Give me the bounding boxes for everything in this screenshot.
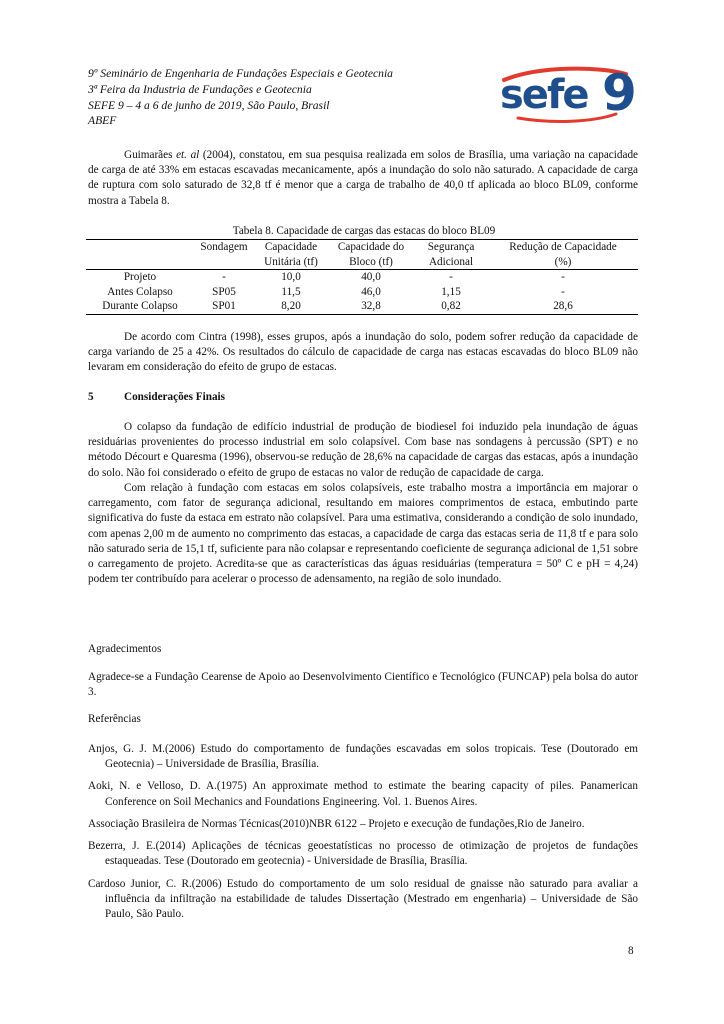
cell: 32,8 xyxy=(328,299,414,314)
th2-bloco: Bloco (tf) xyxy=(328,255,414,270)
cell: - xyxy=(449,271,453,284)
reference-item: Anjos, G. J. M.(2006) Estudo do comportamento de fundações escavadas em solos tropicais. Tese (Doutorado em Geotecnia) – Universidade de Brasília, Brasília. xyxy=(88,743,638,771)
th-sondagem: Sondagem xyxy=(194,240,254,255)
header-line-1: 9º Seminário de Engenharia de Fundações Especiais e Geotecnia xyxy=(88,67,393,80)
cell: 10,0 xyxy=(281,271,301,284)
svg-text:sefe: sefe xyxy=(500,72,588,118)
table-row xyxy=(86,299,638,314)
th2-empty xyxy=(86,255,194,270)
th2-percent: (%) xyxy=(488,255,638,270)
cell: - xyxy=(561,271,565,284)
reference-item: Aoki, N. e Velloso, D. A.(1975) An approximate method to estimate the bearing capacity of piles. Panamerican Conference on Soil Mechanics and Foundations Engineering. Vol. 1. Buenos Aires. xyxy=(88,780,638,808)
cell: 0,82 xyxy=(414,299,488,314)
header-line-3: SEFE 9 – 4 a 6 de junho de 2019, São Paulo, Brasil xyxy=(88,98,330,112)
table-row xyxy=(86,270,638,285)
cell: 1,15 xyxy=(441,285,461,298)
cell: SP05 xyxy=(212,285,236,298)
section-number: 5 xyxy=(88,391,94,403)
conclusion-paragraph-2: Com relação à fundação com estacas em solos colapsíveis, este trabalho mostra a importância em majorar o carregamento, com fator de segurança adicional, resultando em maiores comprimentos de estaca, embutindo parte significativa do fuste da estaca em estrato não colapsível. Para uma estimativa, considerando a condição de solo inundado, com apenas 2,00 m de aumento no comprimento das estacas, a capacidade de carga das estacas seria de 11,8 tf e para solo não saturado seria de 15,1 tf, suficiente para não colapsar e representando coeficiente de segurança adicional de 1,51 sobre o carregamento de projeto. Acredita-se que as características das águas residuárias (temperatura = 50º C e pH = 4,24) podem ter contribuído para acelerar o processo de adensamento, na região de solo inundado. xyxy=(88,481,638,586)
svg-text:9: 9 xyxy=(602,64,637,122)
acknowledgements-heading: Agradecimentos xyxy=(88,643,162,655)
cell: SP01 xyxy=(194,299,254,314)
cell: 40,0 xyxy=(361,271,381,284)
cell: Projeto xyxy=(123,271,157,284)
references-heading: Referências xyxy=(88,713,141,725)
th2-unitaria: Unitária (tf) xyxy=(254,255,328,270)
cell: - xyxy=(561,285,565,298)
cell: Durante Colapso xyxy=(86,299,194,314)
cell: 28,6 xyxy=(488,299,638,314)
header-line-2: 3ª Feira da Industria de Fundações e Geotecnia xyxy=(88,82,312,96)
th-reducao: Redução de Capacidade xyxy=(488,240,638,255)
table-8-block xyxy=(86,224,642,315)
section-title: Considerações Finais xyxy=(124,391,225,403)
conclusion-paragraph-1: O colapso da fundação de edifício industrial de produção de biodiesel foi induzido pela inundação de águas residuárias provenientes do processo industrial em solo colapsível. Com base nas sondagens à percussão (SPT) e no método Décourt e Quaresma (1996), observou-se redução de 28,6% na capacidade de cargas das estacas, após a inundação do solo. Não foi considerado o efeito de grupo de estacas no valor de redução de capacidade de carga. xyxy=(88,421,638,479)
intro-text-2: (2004), constatou, em sua pesquisa realizada em solos de Brasília, uma variação na capacidade de carga de até 33% em estacas escavadas mecanicamente, após a inundação do solo não saturado. A capacidade de carga de ruptura com solo saturado de 32,8 tf é menor que a carga de trabalho de 40,0 tf aplicada ao bloco BL09, conforme mostra a Tabela 8. xyxy=(88,149,638,207)
cell: Antes Colapso xyxy=(107,285,173,298)
table-row xyxy=(86,285,638,300)
acknowledgements xyxy=(88,642,638,657)
intro-etal: et. al xyxy=(176,149,200,161)
acknowledgements-body xyxy=(88,670,638,700)
th-seguranca: Segurança xyxy=(414,240,488,255)
th-capacidade-unitaria: Capacidade xyxy=(254,240,328,255)
cell: 8,20 xyxy=(254,299,328,314)
section-heading xyxy=(88,390,638,405)
table-caption: Tabela 8. Capacidade de cargas das estacas do bloco BL09 xyxy=(232,225,496,237)
references-list xyxy=(88,742,638,922)
body-section-cintra xyxy=(88,330,638,376)
th-empty xyxy=(86,240,194,255)
table-header-row-2 xyxy=(86,255,638,270)
cell: - xyxy=(222,271,226,284)
table-8 xyxy=(86,239,638,315)
body-section-intro xyxy=(88,148,638,209)
cintra-paragraph: De acordo com Cintra (1998), esses grupos, após a inundação do solo, podem sofrer redução da capacidade de carga variando de 25 a 42%. Os resultados do cálculo de capacidade de carga nas estacas escavadas do bloco BL09 não levaram em consideração do efeito de grupo de estacas. xyxy=(88,331,638,374)
th2-sondagem xyxy=(194,255,254,270)
cell: 46,0 xyxy=(361,285,381,298)
reference-item: Associação Brasileira de Normas Técnicas(2010)NBR 6122 – Projeto e execução de fundações,Rio de Janeiro. xyxy=(88,817,585,830)
intro-text-1: Guimarães xyxy=(124,149,177,161)
section-5-body xyxy=(88,420,638,588)
section-5 xyxy=(88,390,638,405)
conference-header xyxy=(88,66,393,129)
intro-paragraph xyxy=(88,148,638,209)
reference-item: Bezerra, J. E.(2014) Aplicações de técnicas geoestatísticas no processo de otimização de projetos de fundações estaqueadas. Tese (Doutorado em geotecnia) - Universidade de Brasília, Brasília. xyxy=(88,840,638,868)
th2-adicional: Adicional xyxy=(414,255,488,270)
reference-item: Cardoso Junior, C. R.(2006) Estudo do comportamento de um solo residual de gnaisse não saturado para avaliar a influência da infiltração na estabilidade de taludes Dissertação (Mestrado em engenharia) – Universidade de São Paulo, São Paulo. xyxy=(88,877,638,921)
table-header-row-1 xyxy=(86,240,638,255)
acknowledgements-text: Agradece-se a Fundação Cearense de Apoio ao Desenvolvimento Científico e Tecnológico (FUNCAP) pela bolsa do autor 3. xyxy=(88,671,638,699)
cell: 11,5 xyxy=(281,285,301,298)
references xyxy=(88,712,638,727)
header-line-4: ABEF xyxy=(88,114,117,128)
sefe9-logo xyxy=(498,64,648,126)
page-number: 8 xyxy=(628,945,634,957)
th-capacidade-bloco: Capacidade do xyxy=(328,240,414,255)
